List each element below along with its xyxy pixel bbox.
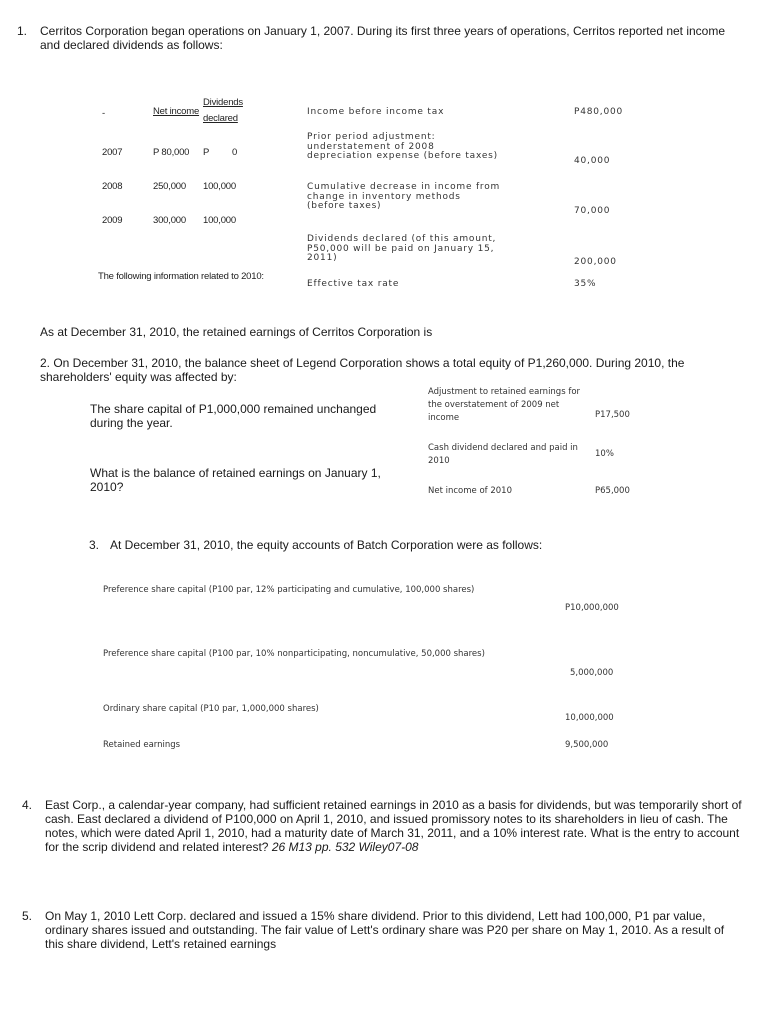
q2-item-adjustment-value: P17,500 [595, 410, 630, 420]
q3-item-ordinary-label: Ordinary share capital (P10 par, 1,000,000 shares) [103, 704, 319, 714]
row-2009-net-income: 300,000 [153, 215, 186, 226]
q3-item-retained-label: Retained earnings [103, 740, 181, 750]
header-net-income: Net income [153, 106, 200, 117]
q3-item-pref-nonparticipating-value: 5,000,000 [570, 668, 614, 678]
row-2008-dividends: 100,000 [203, 181, 236, 192]
info-label-prior-period: Prior period adjustment: understatement of 2008 depreciation expense (before taxes) [307, 132, 498, 161]
row-2008-year: 2008 [102, 181, 123, 192]
header-declared: declared [203, 113, 238, 124]
q2-share-capital-note: The share capital of P1,000,000 remained unchanged during the year. [90, 402, 377, 430]
info-label-dividends: Dividends declared (of this amount, P50,000 will be paid on January 15, 2011) [307, 234, 497, 263]
q3-item-pref-nonparticipating-label: Preference share capital (P100 par, 10% nonparticipating, noncumulative, 50,000 shares) [103, 649, 485, 659]
q2-item-net-income-label: Net income of 2010 [428, 486, 512, 496]
info-value-cumulative: 70,000 [574, 206, 611, 216]
info-value-dividends: 200,000 [574, 257, 617, 267]
info-value-income: P480,000 [574, 107, 624, 117]
q2-item-cash-dividend-value: 10% [595, 449, 614, 459]
q3-item-pref-participating-value: P10,000,000 [565, 603, 619, 613]
q3-number: 3. [89, 538, 100, 552]
q1-text: Cerritos Corporation began operations on January 1, 2007. During its first three years of operations, Cerritos reported net income and declared dividends as follows: [40, 24, 726, 52]
row-2007-net-income: P 80,000 [153, 147, 190, 158]
header-dividends: Dividends [203, 97, 243, 108]
q3-text: At December 31, 2010, the equity accounts of Batch Corporation were as follows: [110, 538, 543, 552]
q5-text: On May 1, 2010 Lett Corp. declared and issued a 15% share dividend. Prior to this dividend, Lett had 100,000, P1 par value, ordinary shares issued and outstanding. The fair value of Lett's ordinary share was P20 per share on May 1, 2010. As a result of this share dividend, Lett's retained earnings [45, 909, 725, 951]
q5-number: 5. [22, 909, 33, 923]
q4-text [45, 798, 745, 854]
table-footnote: The following information related to 2010: [98, 271, 264, 282]
info-value-tax-rate: 35% [574, 279, 597, 289]
info-label-income: Income before income tax [307, 107, 445, 117]
q1-question: As at December 31, 2010, the retained earnings of Cerritos Corporation is [40, 325, 433, 339]
q3-item-retained-value: 9,500,000 [565, 740, 609, 750]
q4-body: East Corp., a calendar-year company, had sufficient retained earnings in 2010 as a basis for dividends, but was temporarily short of cash. East declared a dividend of P100,000 on April 1, 2010, and issued promissory notes to its shareholders in lieu of cash. The notes, which were dated April 1, 2010, had a maturity date of March 31, 2011, and a 10% interest rate. What is the entry to account for the scrip dividend and related interest? [45, 798, 742, 854]
info-label-cumulative: Cumulative decrease in income from change in inventory methods (before taxes) [307, 182, 501, 211]
q2-text: 2. On December 31, 2010, the balance sheet of Legend Corporation shows a total equity of P1,260,000. During 2010, the shareholders' equity was affected by: [40, 356, 685, 384]
row-2007-currency: P [203, 147, 210, 158]
row-2009-dividends: 100,000 [203, 215, 236, 226]
q3-item-pref-participating-label: Preference share capital (P100 par, 12% participating and cumulative, 100,000 shares) [103, 585, 475, 595]
q3-item-ordinary-value: 10,000,000 [565, 713, 614, 723]
row-2007-dividends: 0 [232, 147, 238, 158]
q2-item-cash-dividend-label: Cash dividend declared and paid in 2010 [428, 443, 578, 466]
q4-number: 4. [22, 798, 33, 812]
q1-number: 1. [17, 24, 28, 38]
row-2007-year: 2007 [102, 147, 123, 158]
q2-item-adjustment-label: Adjustment to retained earnings for the overstatement of 2009 net income [428, 387, 581, 423]
info-label-tax-rate: Effective tax rate [307, 279, 400, 289]
q4-reference: 26 M13 pp. 532 Wiley07-08 [271, 840, 419, 854]
row-2009-year: 2009 [102, 215, 123, 226]
q2-question: What is the balance of retained earnings on January 1, 2010? [90, 466, 381, 494]
q2-item-net-income-value: P65,000 [595, 486, 630, 496]
table-dash: - [102, 108, 105, 119]
info-value-prior-period: 40,000 [574, 156, 611, 166]
row-2008-net-income: 250,000 [153, 181, 186, 192]
